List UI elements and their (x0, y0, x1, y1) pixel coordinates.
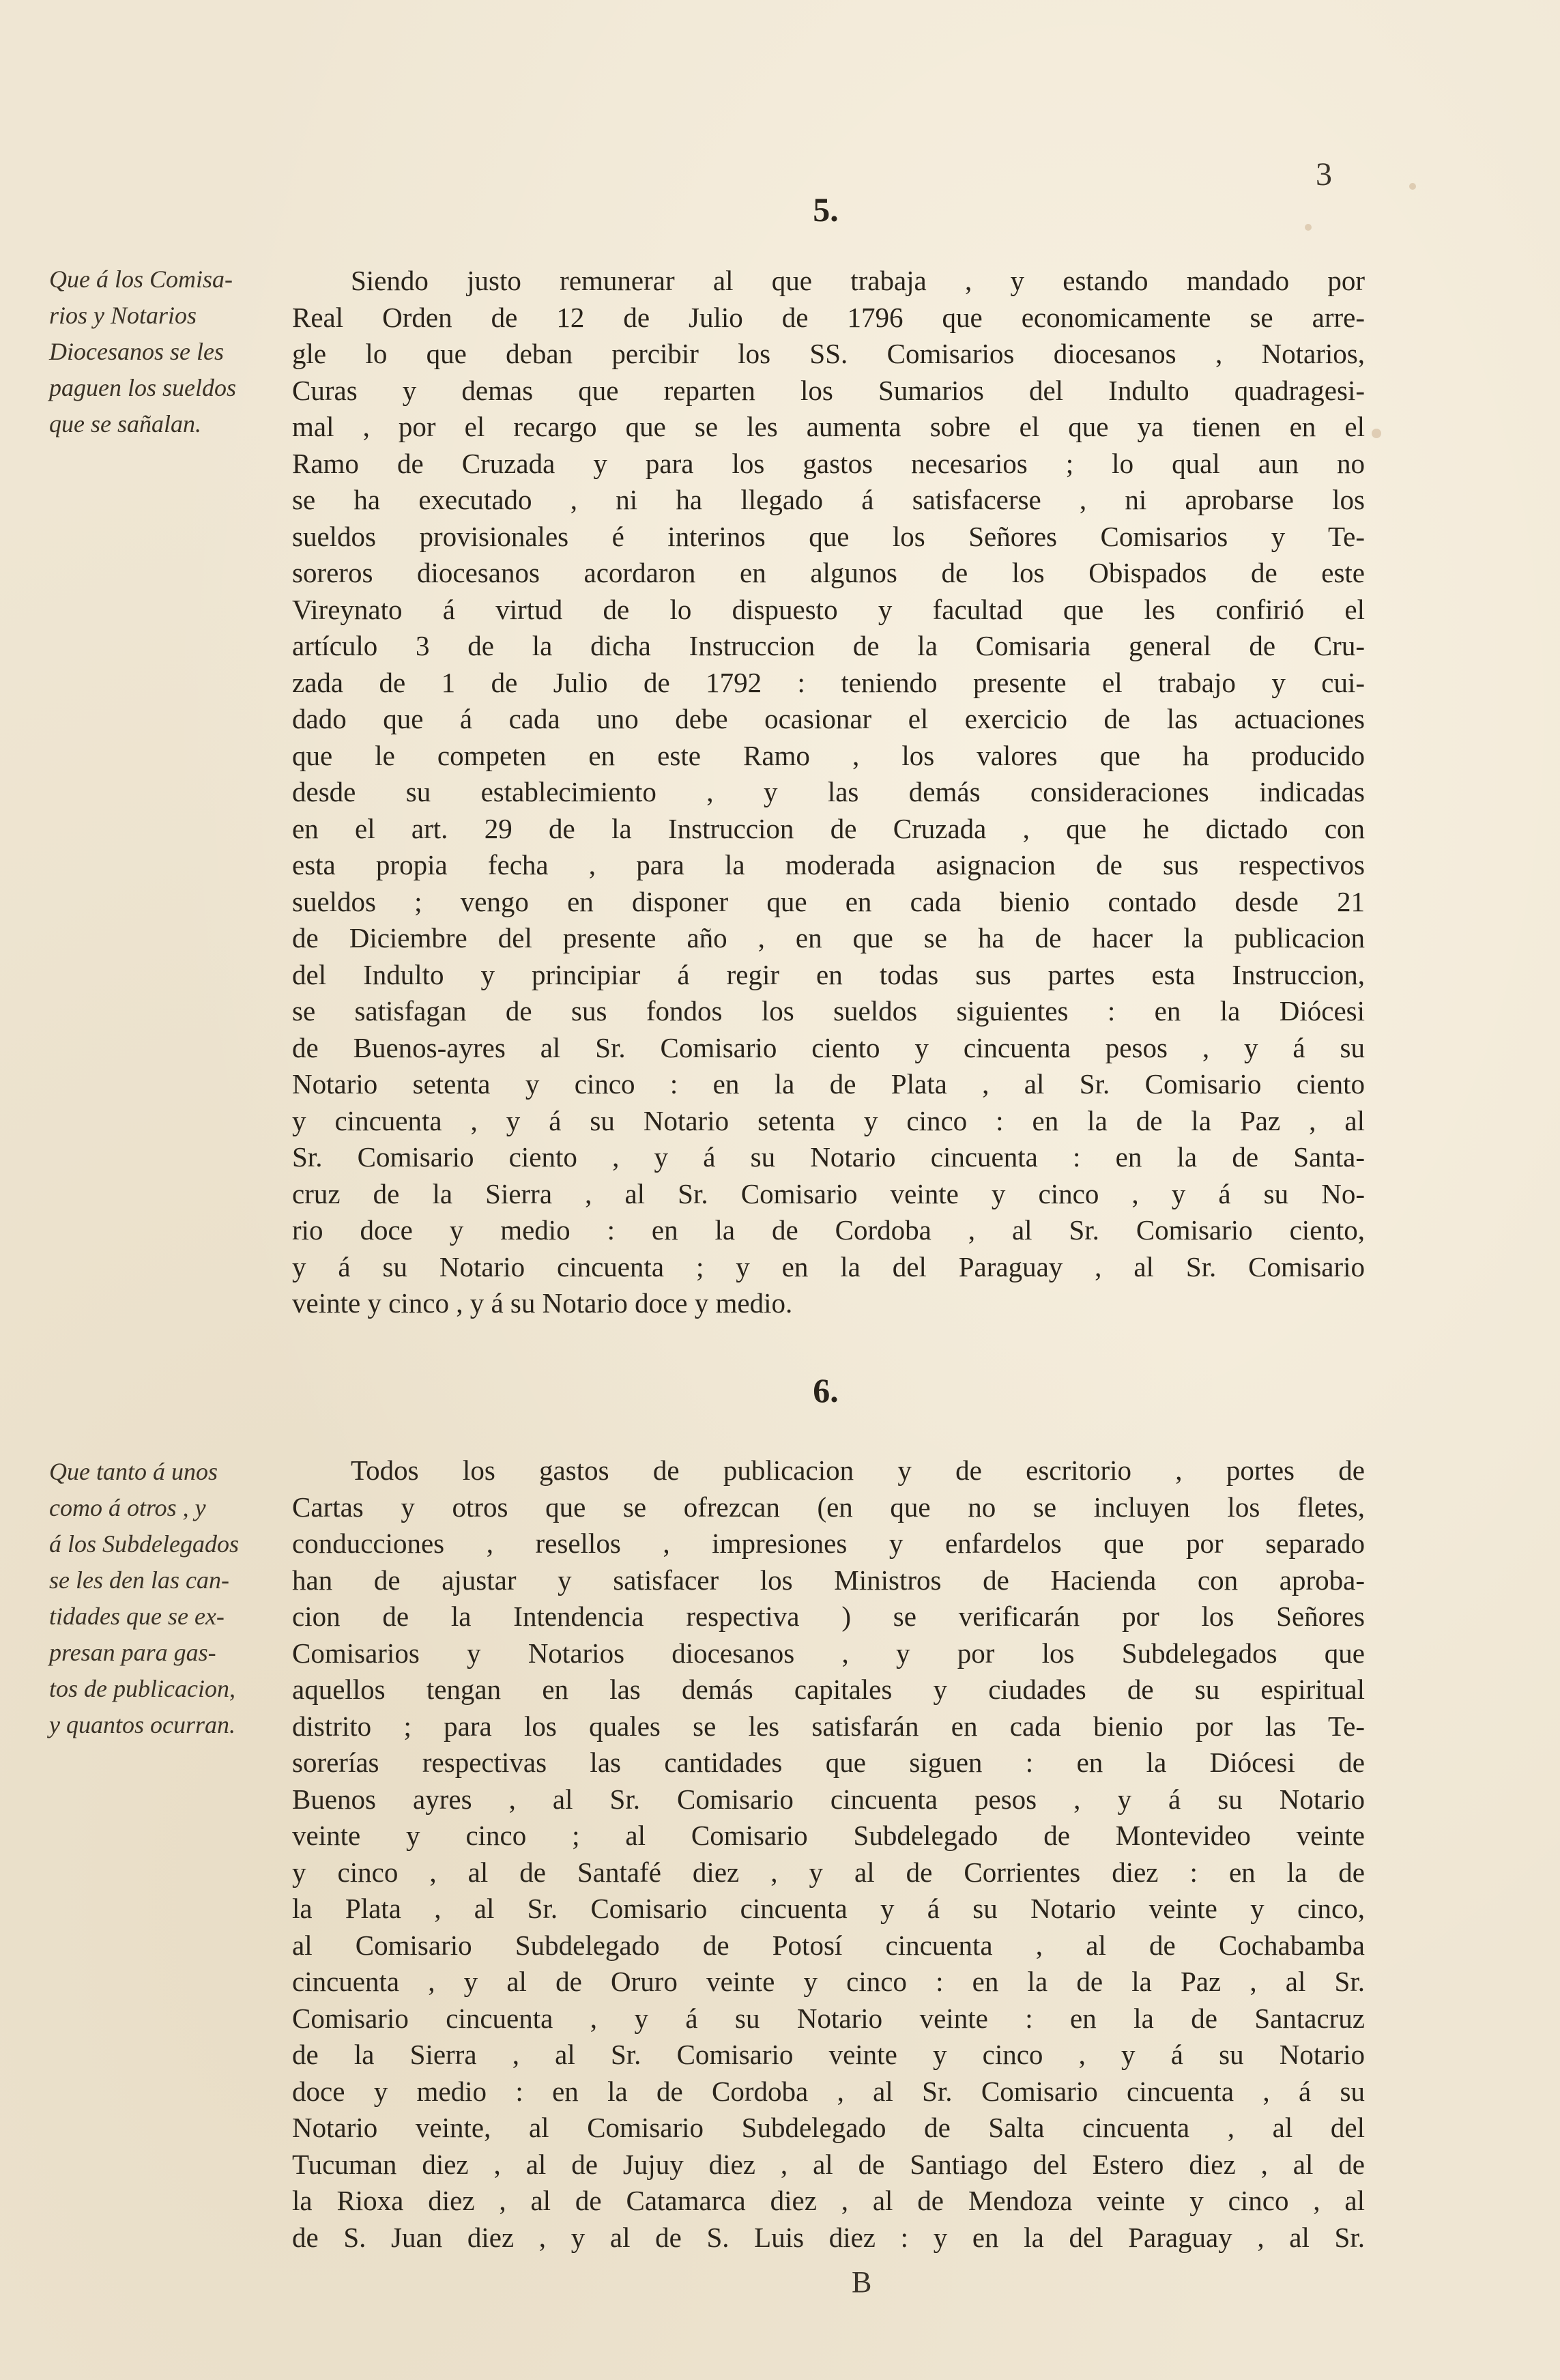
text-line: en el art. 29 de la Instruccion de Cruzada , que he dictado con (292, 812, 1365, 844)
margin-note-line: presan para gas- (49, 1639, 216, 1666)
folio-number: 3 (1316, 156, 1332, 192)
section-number-5: 5. (813, 190, 839, 229)
margin-note-line: se les den las can- (49, 1566, 229, 1594)
text-line: artículo 3 de la dicha Instruccion de la Comisaria general de Cru- (292, 630, 1365, 661)
text-line: y cincuenta , y á su Notario setenta y cinco : en la de la Paz , al (292, 1104, 1365, 1136)
text-line: Buenos ayres , al Sr. Comisario cincuenta pesos , y á su Notario (292, 1783, 1365, 1815)
margin-note-line: Diocesanos se les (49, 338, 224, 365)
text-line: la Plata , al Sr. Comisario cincuenta y á su Notario veinte y cinco, (292, 1893, 1365, 1924)
text-line: soreros diocesanos acordaron en algunos de los Obispados de este (292, 557, 1365, 588)
text-line: Curas y demas que reparten los Sumarios del Indulto quadragesi- (292, 374, 1365, 406)
text-line: esta propia fecha , para la moderada asignacion de sus respectivos (292, 849, 1365, 880)
ink-spot (1372, 429, 1381, 438)
text-line: veinte y cinco , y á su Notario doce y medio. (292, 1287, 793, 1319)
margin-note-line: Que á los Comisa- (49, 266, 233, 293)
section-number-6: 6. (813, 1371, 839, 1409)
text-line: y cinco , al de Santafé diez , y al de Corrientes diez : en la de (292, 1856, 1365, 1888)
paragraph-section-6 (292, 1452, 1365, 2256)
text-line: Comisarios y Notarios diocesanos , y por los Subdelegados que (292, 1637, 1365, 1669)
text-line: conducciones , resellos , impresiones y enfardelos que por separado (292, 1528, 1365, 1559)
margin-note-line: Que tanto á unos (49, 1458, 218, 1485)
text-line: se satisfagan de sus fondos los sueldos siguientes : en la Diócesi (292, 995, 1365, 1027)
text-line: Vireynato á virtud de lo dispuesto y facultad que les confirió el (292, 593, 1365, 625)
text-line: Cartas y otros que se ofrezcan (en que no se incluyen los fletes, (292, 1491, 1365, 1523)
text-line: doce y medio : en la de Cordoba , al Sr. Comisario cincuenta , á su (292, 2075, 1365, 2107)
text-line: Comisario cincuenta , y á su Notario veinte : en la de Santacruz (292, 2002, 1365, 2034)
printer-signature-mark: B (852, 2265, 872, 2299)
text-line: cruz de la Sierra , al Sr. Comisario veinte y cinco , y á su No- (292, 1177, 1365, 1209)
text-line: Notario veinte, al Comisario Subdelegado de Salta cincuenta , al del (292, 2112, 1365, 2143)
text-line: zada de 1 de Julio de 1792 : teniendo presente el trabajo y cui- (292, 666, 1365, 698)
text-line: mal , por el recargo que se les aumenta sobre el que ya tienen en el (292, 411, 1365, 442)
text-line: gle lo que deban percibir los SS. Comisarios diocesanos , Notarios, (292, 338, 1365, 369)
margin-note-section-6 (49, 1454, 295, 1743)
text-line: de S. Juan diez , y al de S. Luis diez : y en la del Paraguay , al Sr. (292, 2221, 1365, 2253)
text-line: distrito ; para los quales se les satisfarán en cada bienio por las Te- (292, 1710, 1365, 1742)
text-line: desde su establecimiento , y las demás consideraciones indicadas (292, 776, 1365, 807)
margin-note-line: tidades que se ex- (49, 1603, 225, 1630)
text-line: y á su Notario cincuenta ; y en la del Paraguay , al Sr. Comisario (292, 1250, 1365, 1282)
text-line: sorerías respectivas las cantidades que siguen : en la Diócesi de (292, 1747, 1365, 1778)
ink-spot (1409, 183, 1416, 190)
text-line: Tucuman diez , al de Jujuy diez , al de Santiago del Estero diez , al de (292, 2148, 1365, 2180)
margin-note-line: y quantos ocurran. (49, 1711, 235, 1738)
text-line: al Comisario Subdelegado de Potosí cincuenta , al de Cochabamba (292, 1929, 1365, 1961)
text-line: veinte y cinco ; al Comisario Subdelegado de Montevideo veinte (292, 1820, 1365, 1851)
margin-note-line: rios y Notarios (49, 302, 197, 329)
text-line: han de ajustar y satisfacer los Ministros de Hacienda con aproba- (292, 1564, 1365, 1596)
margin-note-line: tos de publicacion, (49, 1675, 235, 1702)
paragraph-section-5 (292, 263, 1365, 1322)
text-line: sueldos provisionales é interinos que los Señores Comisarios y Te- (292, 520, 1365, 552)
text-line: del Indulto y principiar á regir en todas sus partes esta Instruccion, (292, 958, 1365, 990)
text-line: cincuenta , y al de Oruro veinte y cinco : en la de la Paz , al Sr. (292, 1966, 1365, 1997)
text-line: rio doce y medio : en la de Cordoba , al Sr. Comisario ciento, (292, 1214, 1365, 1246)
text-line: aquellos tengan en las demás capitales y ciudades de su espiritual (292, 1674, 1365, 1705)
margin-note-line: que se sañalan. (49, 410, 201, 438)
margin-note-line: á los Subdelegados (49, 1530, 239, 1558)
text-line: Sr. Comisario ciento , y á su Notario cincuenta : en la de Santa- (292, 1141, 1365, 1173)
text-line: la Rioxa diez , al de Catamarca diez , al de Mendoza veinte y cinco , al (292, 2185, 1365, 2216)
text-line: Todos los gastos de publicacion y de escritorio , portes de (351, 1454, 1365, 1486)
text-line: cion de la Intendencia respectiva ) se verificarán por los Señores (292, 1601, 1365, 1632)
text-line: de Diciembre del presente año , en que se ha de hacer la publicacion (292, 922, 1365, 954)
text-line: dado que á cada uno debe ocasionar el exercicio de las actuaciones (292, 703, 1365, 734)
text-line: de la Sierra , al Sr. Comisario veinte y cinco , y á su Notario (292, 2039, 1365, 2070)
margin-note-line: como á otros , y (49, 1494, 206, 1521)
ink-spot (1305, 224, 1312, 231)
text-line: Real Orden de 12 de Julio de 1796 que economicamente se arre- (292, 301, 1365, 333)
text-line: Notario setenta y cinco : en la de Plata , al Sr. Comisario ciento (292, 1068, 1365, 1100)
text-line: Ramo de Cruzada y para los gastos necesarios ; lo qual aun no (292, 447, 1365, 479)
margin-note-section-5 (49, 261, 295, 442)
text-line: que le competen en este Ramo , los valores que ha producido (292, 739, 1365, 771)
text-line: se ha executado , ni ha llegado á satisfacerse , ni aprobarse los (292, 484, 1365, 515)
text-line: sueldos ; vengo en disponer que en cada bienio contado desde 21 (292, 885, 1365, 917)
text-line: de Buenos-ayres al Sr. Comisario ciento y cincuenta pesos , y á su (292, 1031, 1365, 1063)
margin-note-line: paguen los sueldos (49, 374, 236, 401)
text-line: Siendo justo remunerar al que trabaja , y estando mandado por (351, 265, 1365, 296)
